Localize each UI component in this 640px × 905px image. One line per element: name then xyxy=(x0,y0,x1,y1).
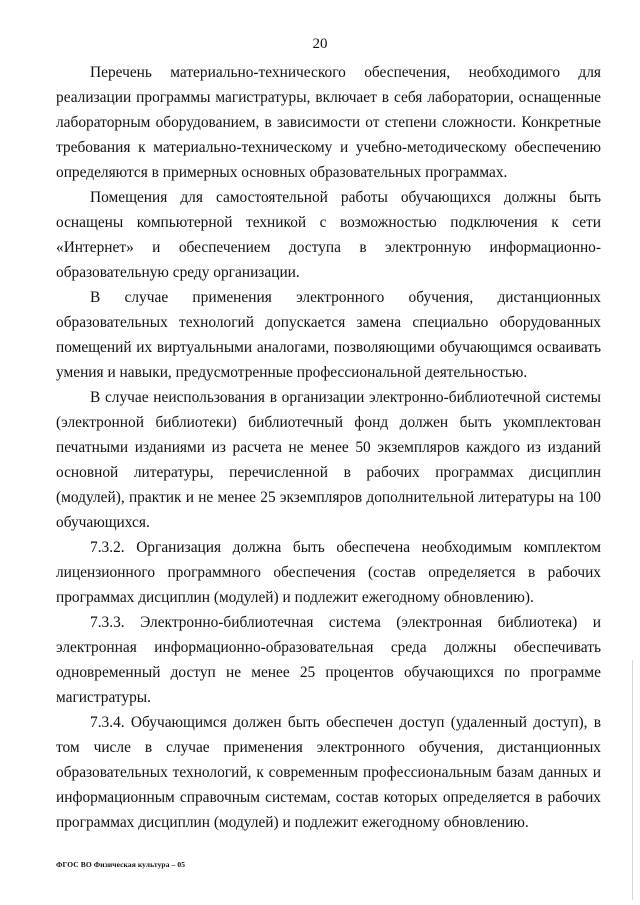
page-footer: ФГОС ВО Физическая культура – 05 xyxy=(56,860,186,869)
document-body xyxy=(56,60,601,835)
paragraph-7-3-2: 7.3.2. Организация должна быть обеспечена необходимым комплектом лицензионного программного обеспечения (состав определяется в рабочих программах дисциплин (модулей) и подлежит ежегодному обновлению). xyxy=(56,539,601,606)
paragraph-self-study-rooms: Помещения для самостоятельной работы обучающихся должны быть оснащены компьютерной техникой с возможностью подключения к сети «Интернет» и обеспечением доступа в электронную информационно-образовательную среду организации. xyxy=(56,189,601,281)
paragraph-7-3-4: 7.3.4. Обучающимся должен быть обеспечен доступ (удаленный доступ), в том числе в случае применения электронного обучения, дистанционных образовательных технологий, к современным профессиональным базам данных и информационным справочным системам, состав которых определяется в рабочих программах дисциплин (модулей) и подлежит ежегодному обновлению. xyxy=(56,714,601,831)
paragraph-7-3-3: 7.3.3. Электронно-библиотечная система (электронная библиотека) и электронная информационно-образовательная среда должны обеспечивать одновременный доступ не менее 25 процентов обучающихся по программе магистратуры. xyxy=(56,614,601,706)
paragraph-library-fund: В случае неиспользования в организации электронно-библиотечной системы (электронной библиотеки) библиотечный фонд должен быть укомплектован печатными изданиями из расчета не менее 50 экземпляров каждого из изданий основной литературы, перечисленной в рабочих программах дисциплин (модулей), практик и не менее 25 экземпляров дополнительной литературы на 100 обучающихся. xyxy=(56,389,601,531)
page-number: 20 xyxy=(312,36,328,52)
paragraph-e-learning: В случае применения электронного обучения, дистанционных образовательных технологий допускается замена специально оборудованных помещений их виртуальными аналогами, позволяющими обучающимся осваивать умения и навыки, предусмотренные профессиональной деятельностью. xyxy=(56,289,601,381)
paragraph-material-support: Перечень материально-технического обеспечения, необходимого для реализации программы магистратуры, включает в себя лаборатории, оснащенные лабораторным оборудованием, в зависимости от степени сложности. Конкретные требования к материально-техническому и учебно-методическому обеспечению определяются в примерных основных образовательных программах. xyxy=(56,64,601,181)
scan-edge-line xyxy=(632,660,633,900)
